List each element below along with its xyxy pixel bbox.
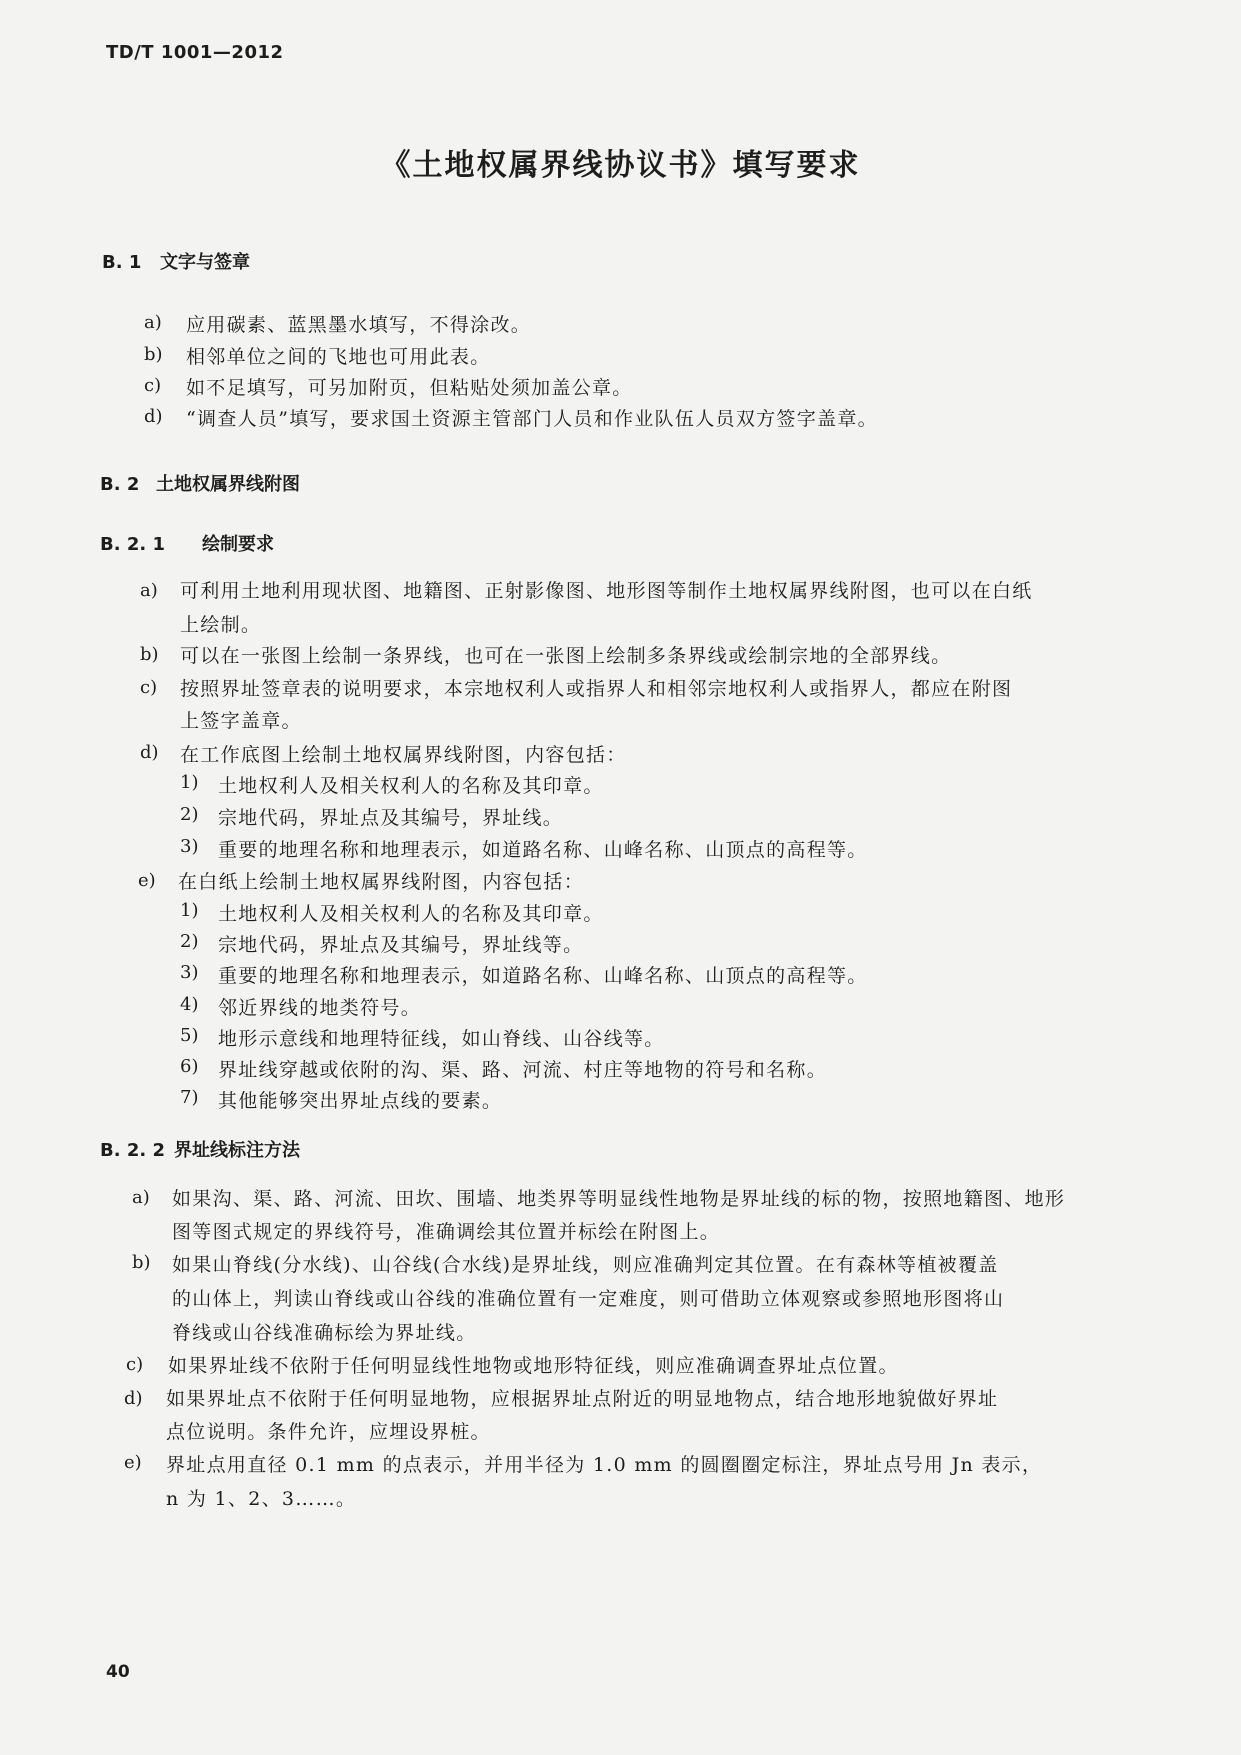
section-b22-heading xyxy=(100,1136,300,1162)
sub-list-item: 重要的地理名称和地理表示，如道路名称、山峰名称、山顶点的高程等。 xyxy=(218,965,868,987)
list-item: 应用碳素、蓝黑墨水填写，不得涂改。 xyxy=(186,314,532,336)
list-item: 如果沟、渠、路、河流、田坎、围墙、地类界等明显线性地物是界址线的标的物，按照地籍图、地形 xyxy=(172,1188,1066,1210)
list-item: 界址点用直径 0.1 mm 的点表示，并用半径为 1.0 mm 的圆圈圈定标注，界址点号用 Jn 表示， xyxy=(166,1454,1043,1476)
item-mark: d) xyxy=(124,1388,143,1409)
section-title: 绘制要求 xyxy=(202,534,274,555)
sub-list-item: 土地权利人及相关权利人的名称及其印章。 xyxy=(218,903,604,925)
subitem-mark: 7) xyxy=(180,1087,199,1108)
item-mark: c) xyxy=(126,1354,144,1375)
sub-list-item: 地形示意线和地理特征线，如山脊线、山谷线等。 xyxy=(218,1028,665,1050)
sub-list-item: 其他能够突出界址点线的要素。 xyxy=(218,1090,503,1112)
standard-code: TD/T 1001—2012 xyxy=(106,42,284,63)
list-item: 按照界址签章表的说明要求，本宗地权利人或指界人和相邻宗地权利人或指界人，都应在附图 xyxy=(180,678,1013,700)
section-number: B. 2. 1 xyxy=(100,534,165,555)
list-item-continuation: 上绘制。 xyxy=(180,614,262,636)
section-title: 界址线标注方法 xyxy=(174,1140,300,1161)
list-item: 如不足填写，可另加附页，但粘贴处须加盖公章。 xyxy=(186,377,633,399)
page-number: 40 xyxy=(106,1662,130,1682)
item-mark: d) xyxy=(140,742,159,763)
list-item: 相邻单位之间的飞地也可用此表。 xyxy=(186,346,491,368)
list-item: 可利用土地利用现状图、地籍图、正射影像图、地形图等制作土地权属界线附图，也可以在白纸 xyxy=(180,580,1033,602)
item-mark: e) xyxy=(138,870,156,891)
item-mark: a) xyxy=(140,580,158,601)
list-item-continuation: 点位说明。条件允许，应埋设界桩。 xyxy=(166,1421,491,1443)
sub-list-item: 宗地代码，界址点及其编号，界址线。 xyxy=(218,807,564,829)
section-title: 文字与签章 xyxy=(160,252,250,273)
list-item-continuation: 脊线或山谷线准确标绘为界址线。 xyxy=(172,1322,477,1344)
list-item: 如果山脊线(分水线)、山谷线(合水线)是界址线，则应准确判定其位置。在有森林等植被覆盖 xyxy=(172,1254,999,1276)
list-item: 在白纸上绘制土地权属界线附图，内容包括： xyxy=(178,871,585,893)
subitem-mark: 3) xyxy=(180,836,199,857)
item-mark: d) xyxy=(144,406,163,427)
item-mark: a) xyxy=(144,312,162,333)
sub-list-item: 邻近界线的地类符号。 xyxy=(218,997,422,1019)
list-item: 可以在一张图上绘制一条界线，也可在一张图上绘制多条界线或绘制宗地的全部界线。 xyxy=(180,645,952,667)
section-number: B. 2 xyxy=(100,474,140,495)
section-title: 土地权属界线附图 xyxy=(156,474,300,495)
list-item-continuation: 的山体上，判读山脊线或山谷线的准确位置有一定难度，则可借助立体观察或参照地形图将山 xyxy=(172,1288,1005,1310)
subitem-mark: 1) xyxy=(180,900,199,921)
sub-list-item: 界址线穿越或依附的沟、渠、路、河流、村庄等地物的符号和名称。 xyxy=(218,1059,828,1081)
sub-list-item: 土地权利人及相关权利人的名称及其印章。 xyxy=(218,775,604,797)
list-item-continuation: 上签字盖章。 xyxy=(180,710,302,732)
list-item-continuation: n 为 1、2、3……。 xyxy=(166,1488,357,1510)
subitem-mark: 2) xyxy=(180,931,199,952)
item-mark: c) xyxy=(144,375,162,396)
list-item: 如果界址线不依附于任何明显线性地物或地形特征线，则应准确调查界址点位置。 xyxy=(168,1355,899,1377)
list-item: 在工作底图上绘制土地权属界线附图，内容包括： xyxy=(180,744,627,766)
list-item-continuation: 图等图式规定的界线符号，准确调绘其位置并标绘在附图上。 xyxy=(172,1221,721,1243)
section-number: B. 1 xyxy=(102,252,142,273)
section-b1-heading xyxy=(102,248,250,274)
item-mark: b) xyxy=(132,1252,151,1273)
item-mark: c) xyxy=(140,677,158,698)
item-mark: b) xyxy=(144,344,163,365)
subitem-mark: 5) xyxy=(180,1025,199,1046)
sub-list-item: 宗地代码，界址点及其编号，界址线等。 xyxy=(218,934,584,956)
list-item: 如果界址点不依附于任何明显地物，应根据界址点附近的明显地物点，结合地形地貌做好界址 xyxy=(166,1388,999,1410)
item-mark: b) xyxy=(140,644,159,665)
subitem-mark: 6) xyxy=(180,1056,199,1077)
subitem-mark: 3) xyxy=(180,962,199,983)
subitem-mark: 1) xyxy=(180,772,199,793)
item-mark: a) xyxy=(132,1187,150,1208)
section-b2-heading xyxy=(100,470,300,496)
subitem-mark: 2) xyxy=(180,804,199,825)
item-mark: e) xyxy=(124,1452,142,1473)
sub-list-item: 重要的地理名称和地理表示，如道路名称、山峰名称、山顶点的高程等。 xyxy=(218,839,868,861)
subitem-mark: 4) xyxy=(180,994,199,1015)
section-b21-heading xyxy=(100,530,274,556)
list-item: “调查人员”填写，要求国土资源主管部门人员和作业队伍人员双方签字盖章。 xyxy=(186,408,878,430)
page-title: 《土地权属界线协议书》填写要求 xyxy=(380,148,861,183)
section-number: B. 2. 2 xyxy=(100,1140,165,1161)
